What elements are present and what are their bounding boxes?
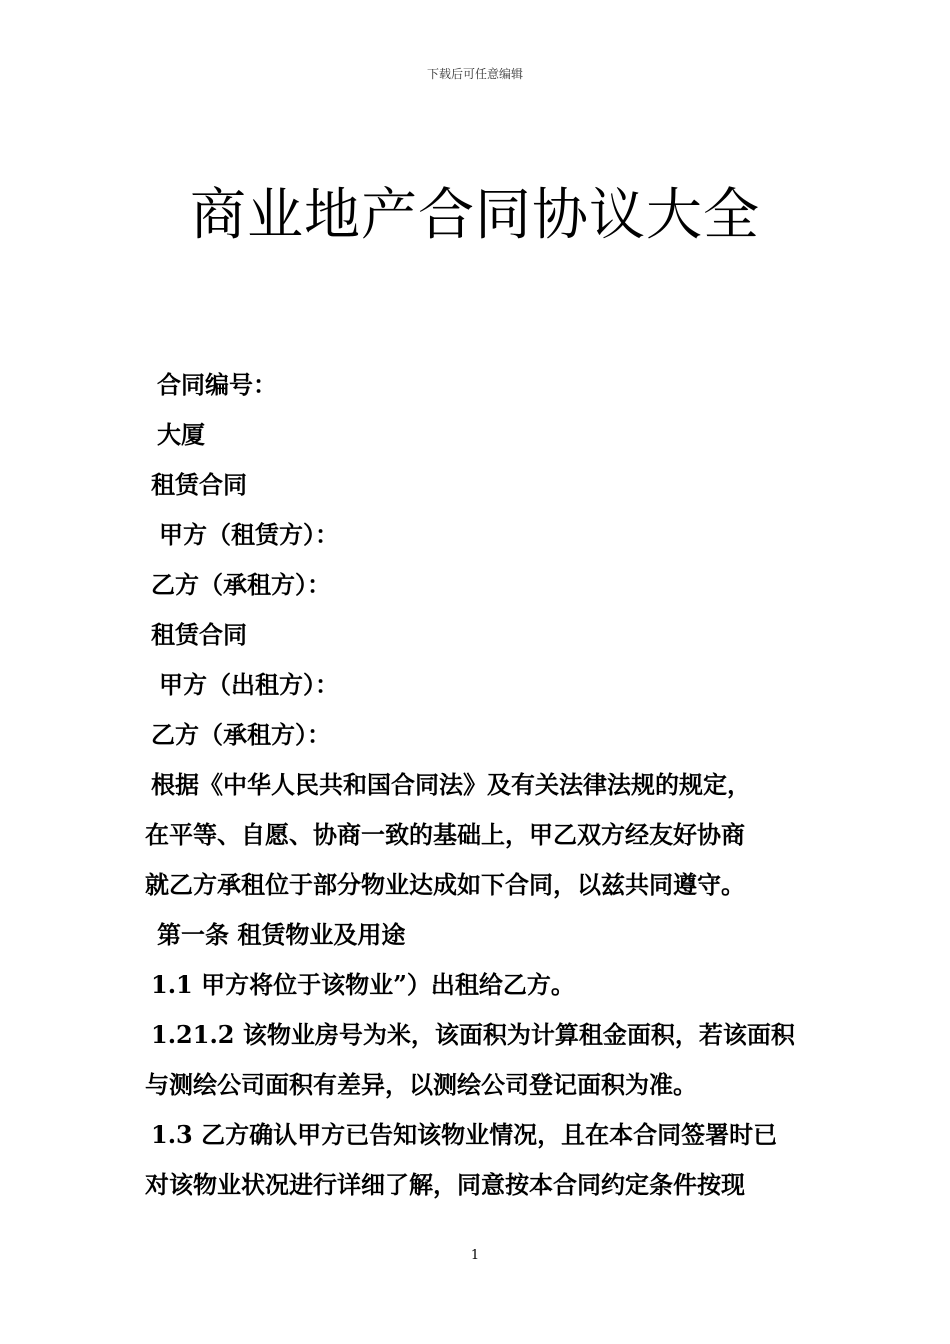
document-body: [145, 360, 810, 1210]
page-header-note: 下载后可任意编辑: [426, 67, 523, 81]
party-b-lessee-line: 乙方（承租方）：: [151, 570, 331, 599]
document-title: 商业地产合同协议大全: [190, 183, 760, 248]
building-line: 大厦: [157, 420, 205, 449]
clause-1-3-line-2: 对该物业状况进行详细了解，同意按本合同约定条件按现: [145, 1170, 745, 1199]
lease-contract-heading-2: 租赁合同: [151, 620, 247, 649]
preamble-line-3: 就乙方承租位于部分物业达成如下合同，以兹共同遵守。: [145, 870, 745, 899]
party-a-landlord-line: 甲方（出租方）：: [159, 670, 339, 699]
clause-1-1: 1.1 甲方将位于该物业”）出租给乙方。: [151, 970, 575, 999]
clause-1-3-line-1: 1.3 乙方确认甲方已告知该物业情况，且在本合同签署时已: [151, 1120, 778, 1149]
preamble-line-2: 在平等、自愿、协商一致的基础上，甲乙双方经友好协商: [145, 820, 745, 849]
clause-1-2-line-2: 与测绘公司面积有差异，以测绘公司登记面积为准。: [145, 1070, 697, 1099]
clause-1-2-line-1: 1.21.2 该物业房号为米，该面积为计算租金面积，若该面积: [151, 1020, 795, 1049]
lease-contract-heading: 租赁合同: [151, 470, 247, 499]
article-1-heading: 第一条 租赁物业及用途: [157, 920, 406, 949]
party-b-lessee-line-2: 乙方（承租方）：: [151, 720, 331, 749]
page-number: 1: [470, 1248, 480, 1263]
party-a-lessor-line: 甲方（租赁方）：: [159, 520, 339, 549]
contract-number-line: 合同编号：: [157, 370, 277, 399]
preamble-line-1: 根据《中华人民共和国合同法》及有关法律法规的规定，: [151, 770, 751, 799]
